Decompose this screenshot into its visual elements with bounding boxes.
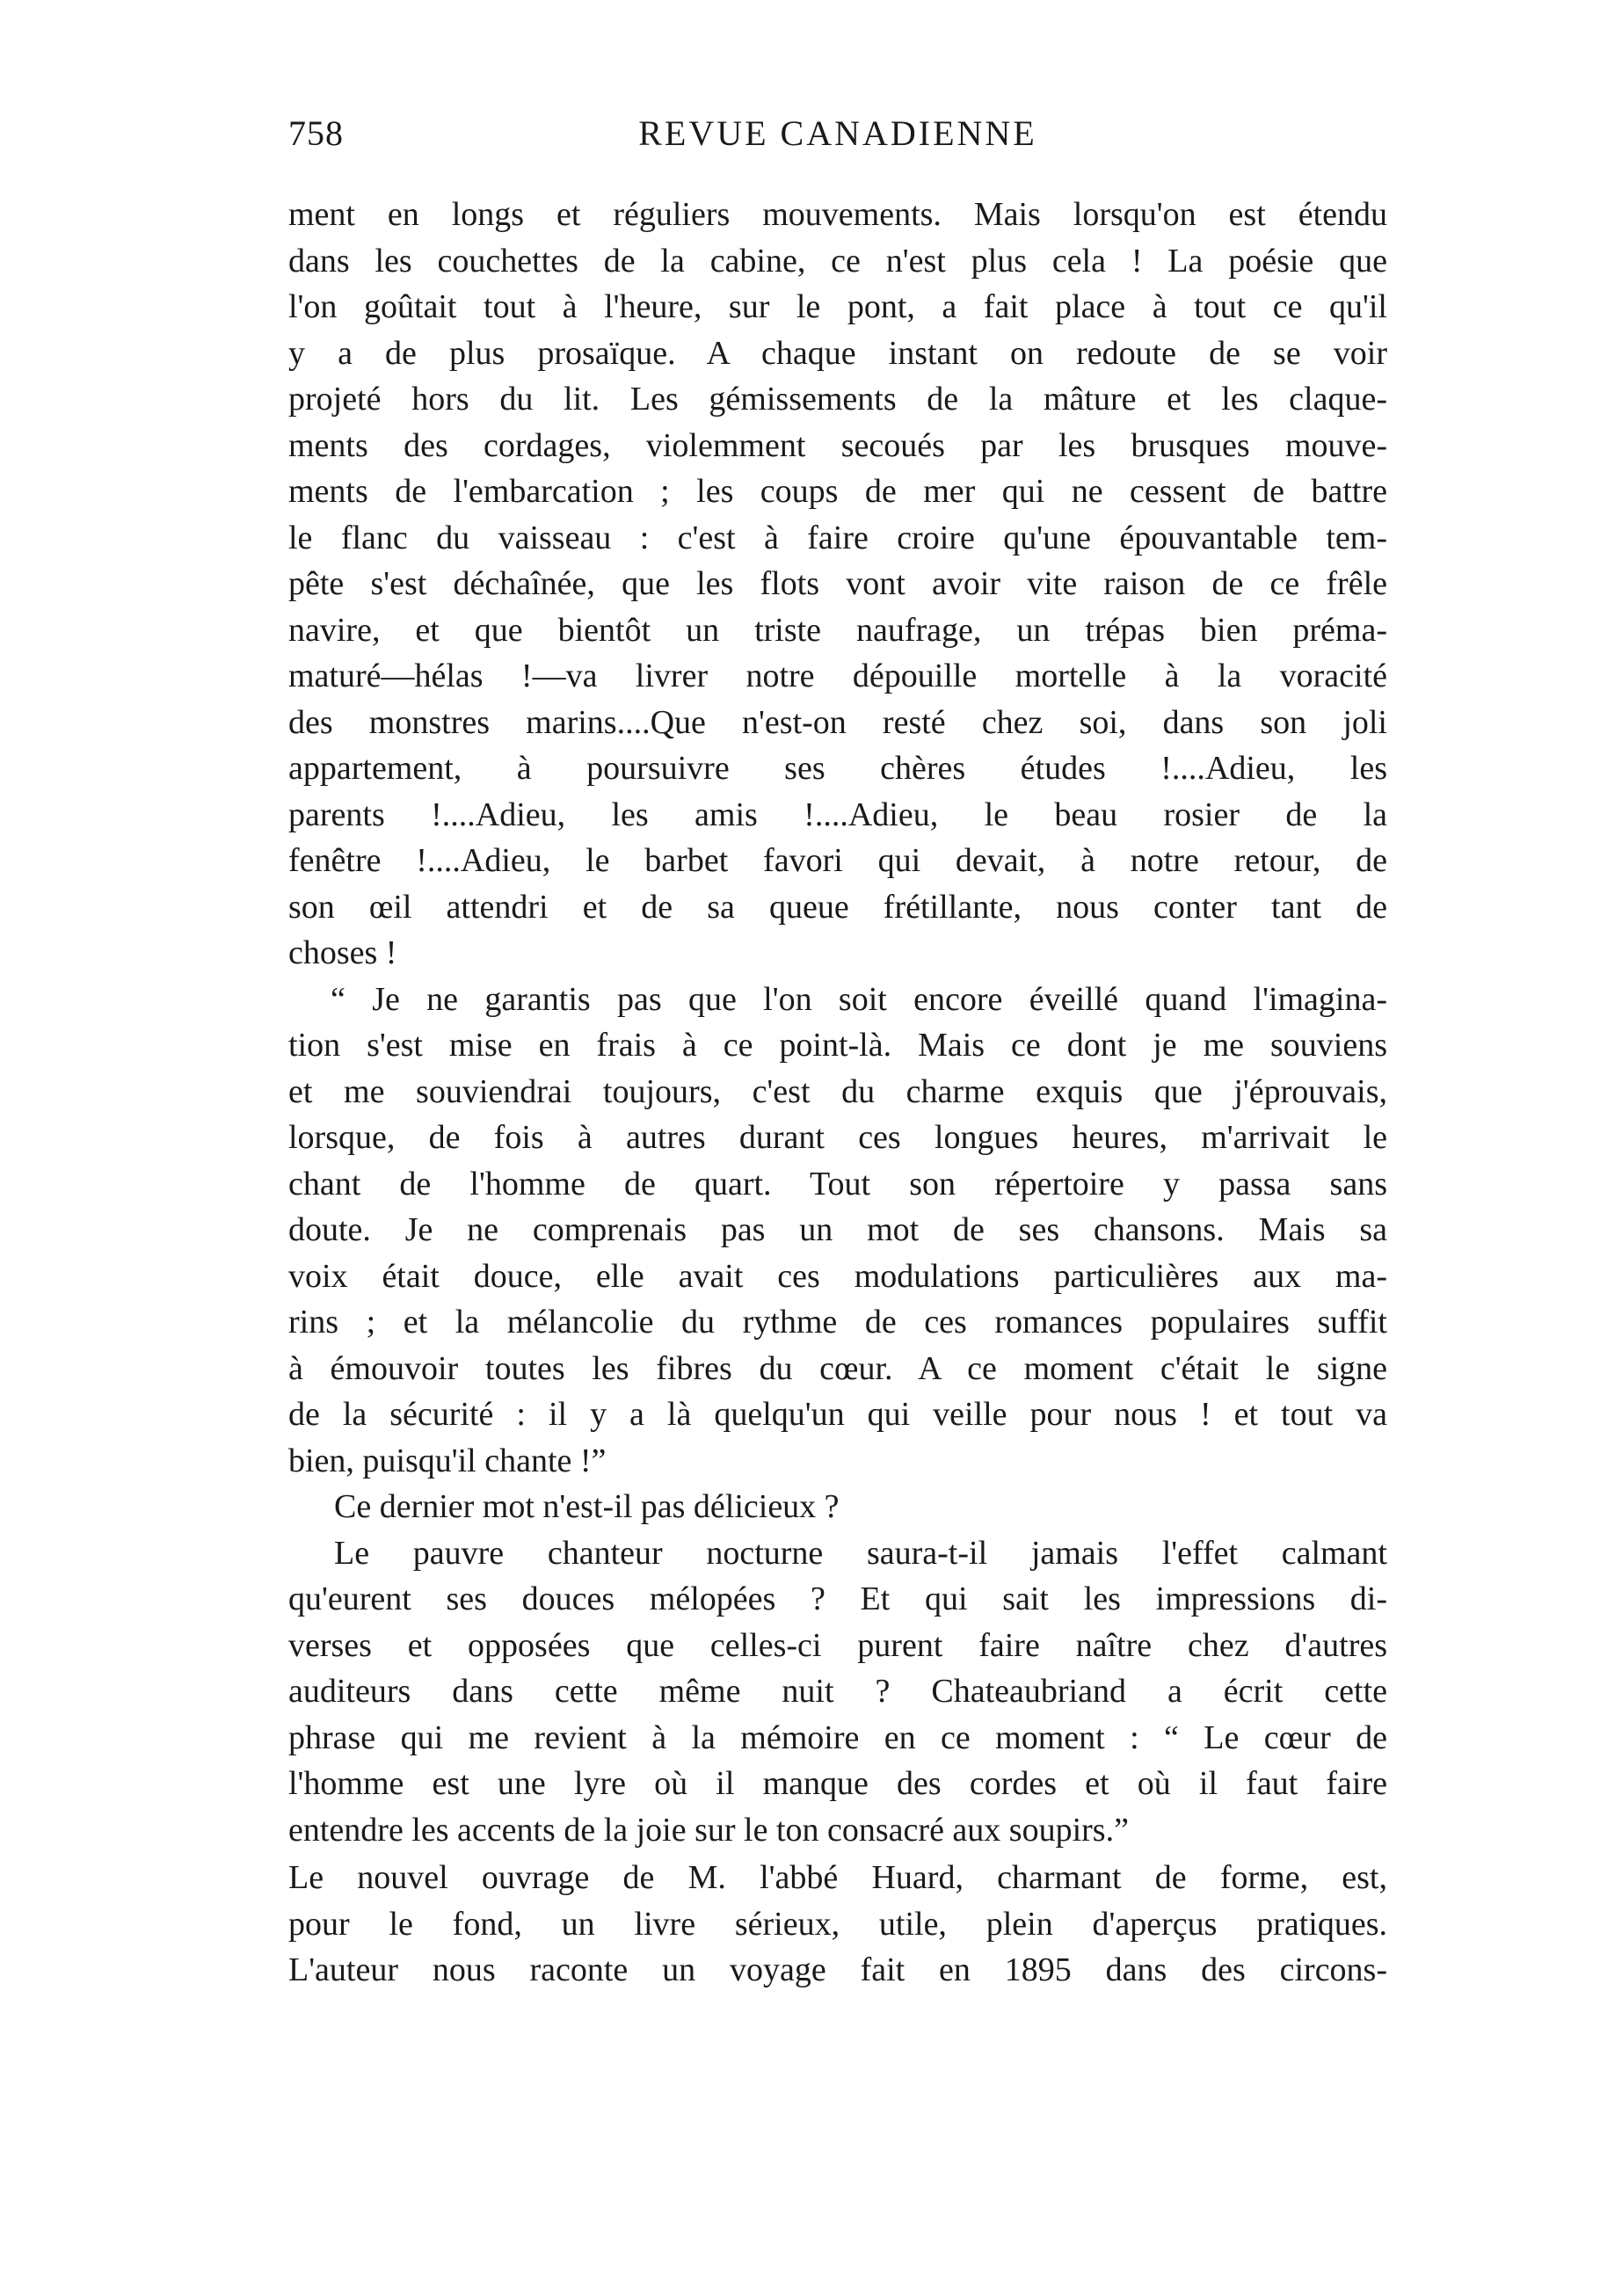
text-line: choses !	[288, 934, 397, 971]
text-line: et me souviendrai toujours, c'est du charme exquis que j'éprouvais,	[288, 1072, 1387, 1110]
text-line: appartement, à poursuivre ses chères études !....Adieu, les	[288, 750, 1387, 787]
text-line: “ Je ne garantis pas que l'on soit encore éveillé quand l'imagina-	[331, 980, 1387, 1018]
text-line: ment en longs et réguliers mouvements. Mais lorsqu'on est étendu	[288, 196, 1387, 233]
text-line: pête s'est déchaînée, que les flots vont avoir vite raison de ce frêle	[288, 565, 1387, 602]
text-line: ments de l'embarcation ; les coups de mer qui ne cessent de battre	[288, 473, 1387, 510]
text-line: phrase qui me revient à la mémoire en ce moment : “ Le cœur de	[288, 1718, 1387, 1756]
text-line: à émouvoir toutes les fibres du cœur. A ce moment c'était le signe	[288, 1349, 1387, 1387]
text-line: de la sécurité : il y a là quelqu'un qui veille pour nous ! et tout va	[288, 1396, 1387, 1433]
text-line: lorsque, de fois à autres durant ces longues heures, m'arrivait le	[288, 1119, 1387, 1156]
text-line: entendre les accents de la joie sur le ton consacré aux soupirs.”	[288, 1811, 1129, 1849]
running-head: REVUE CANADIENNE	[638, 113, 1037, 153]
text-line: tion s'est mise en frais à ce point-là. Mais ce dont je me souviens	[288, 1027, 1387, 1064]
text-line: projeté hors du lit. Les gémissements de la mâture et les claque-	[288, 381, 1387, 418]
text-line: navire, et que bientôt un triste naufrage, un trépas bien préma-	[288, 611, 1387, 649]
text-line: le flanc du vaisseau : c'est à faire croire qu'une épouvantable tem-	[288, 519, 1387, 556]
paragraph-continuation	[288, 192, 1387, 977]
text-line: ments des cordages, violemment secoués par les brusques mouve-	[288, 426, 1387, 464]
text-line: qu'eurent ses douces mélopées ? Et qui sait les impressions di-	[288, 1580, 1387, 1617]
text-line: doute. Je ne comprenais pas un mot de ses chansons. Mais sa	[288, 1211, 1387, 1248]
text-line: pour le fond, un livre sérieux, utile, plein d'aperçus pratiques.	[288, 1905, 1387, 1943]
text-line: l'on goûtait tout à l'heure, sur le pont, a fait place à tout ce qu'il	[288, 288, 1387, 325]
text-line: Le pauvre chanteur nocturne saura-t-il jamais l'effet calmant	[334, 1534, 1387, 1572]
paragraph-quotation	[288, 977, 1387, 1485]
text-line: des monstres marins....Que n'est-on resté chez soi, dans son joli	[288, 703, 1387, 741]
text-line: fenêtre !....Adieu, le barbet favori qui devait, à notre retour, de	[288, 842, 1387, 879]
text-line: l'homme est une lyre où il manque des cordes et où il faut faire	[288, 1765, 1387, 1802]
text-line: verses et opposées que celles-ci purent faire naître chez d'autres	[288, 1626, 1387, 1664]
paragraph	[288, 1484, 1387, 1530]
page-number: 758	[288, 113, 344, 153]
text-line: chant de l'homme de quart. Tout son répertoire y passa sans	[288, 1165, 1387, 1202]
text-line: rins ; et la mélancolie du rythme de ces romances populaires suffit	[288, 1304, 1387, 1341]
text-line: dans les couchettes de la cabine, ce n'est plus cela ! La poésie que	[288, 242, 1387, 280]
text-line: L'auteur nous raconte un voyage fait en 1895 dans des circons-	[288, 1951, 1387, 1988]
text-line: parents !....Adieu, les amis !....Adieu, le beau rosier de la	[288, 796, 1387, 833]
body-text	[288, 192, 1387, 1994]
text-line: y a de plus prosaïque. A chaque instant on redoute de se voir	[288, 334, 1387, 372]
text-line: son œil attendri et de sa queue frétillante, nous conter tant de	[288, 888, 1387, 926]
text-line: maturé—hélas !—va livrer notre dépouille mortelle à la voracité	[288, 658, 1387, 694]
paragraph	[288, 1530, 1387, 1854]
text-line: Le nouvel ouvrage de M. l'abbé Huard, charmant de forme, est,	[288, 1859, 1387, 1896]
paragraph	[288, 1855, 1387, 1994]
text-line: Ce dernier mot n'est-il pas délicieux ?	[334, 1488, 840, 1525]
text-line: voix était douce, elle avait ces modulations particulières aux ma-	[288, 1257, 1387, 1295]
text-line: bien, puisqu'il chante !”	[288, 1442, 607, 1479]
page-header	[288, 113, 1387, 165]
text-line: auditeurs dans cette même nuit ? Chateaubriand a écrit cette	[288, 1673, 1387, 1710]
